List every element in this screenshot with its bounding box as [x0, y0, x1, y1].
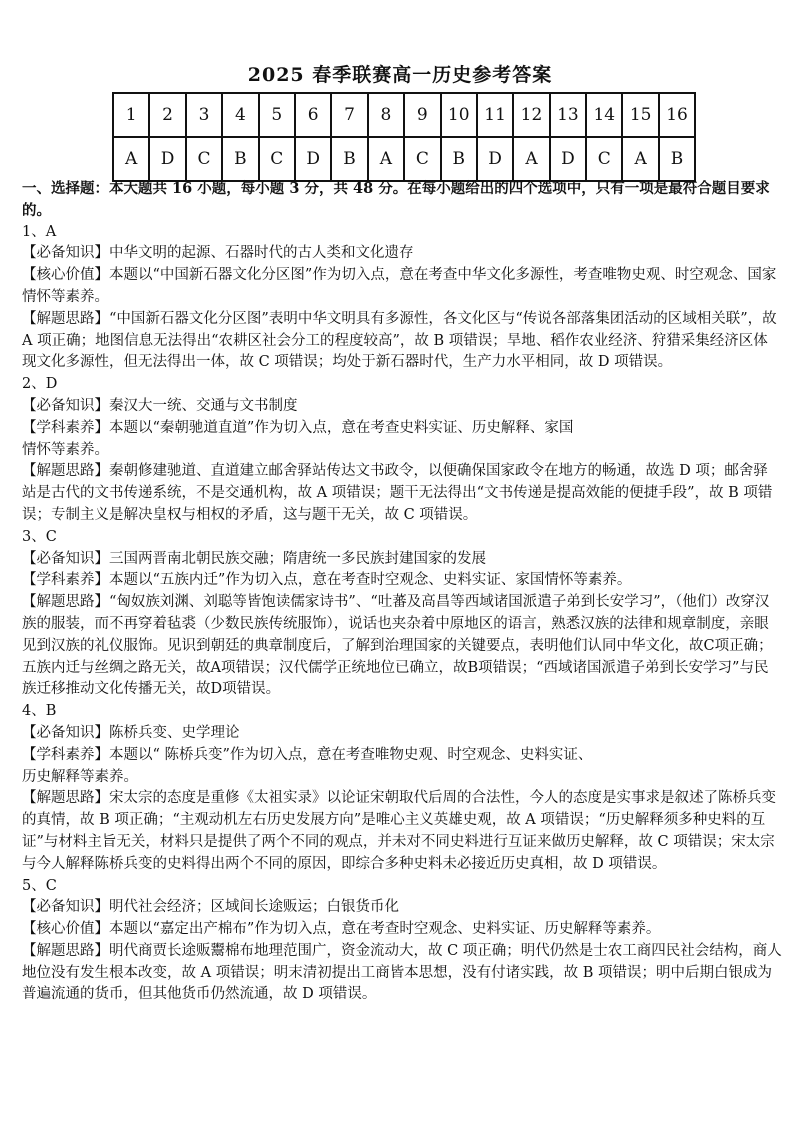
knowledge-line: 【必备知识】明代社会经济；区域间长途贩运；白银货币化	[22, 899, 399, 916]
question-number: 16	[659, 93, 695, 137]
literacy-line: 【学科素养】本题以“五族内迁”作为切入点，意在考查时空观念、史料实证、家国情怀等素养。	[22, 572, 632, 589]
answer-letter: B	[222, 137, 258, 181]
question-number: 15	[622, 93, 658, 137]
question-number: 1	[113, 93, 149, 137]
item-number: 1、A	[22, 223, 57, 240]
item-number: 5、C	[22, 877, 57, 894]
value-line: 【核心价值】本题以“嘉定出产棉布”作为切入点，意在考查时空观念、史料实证、历史解释等素养。	[22, 921, 661, 938]
item-4	[22, 701, 782, 875]
answer-letter: B	[659, 137, 695, 181]
question-number: 4	[222, 93, 258, 137]
answer-letter: D	[477, 137, 513, 181]
knowledge-line: 【必备知识】陈桥兵变、史学理论	[22, 724, 240, 741]
knowledge-line: 【必备知识】三国两晋南北朝民族交融；隋唐统一多民族封建国家的发展	[22, 550, 486, 567]
solution-line: 【解题思路】“中国新石器文化分区图”表明中华文明具有多源性，各文化区与“传说各部落集团活动的区域相关联”，故 A 项正确；地图信息无法得出“农耕区社会分工的程度较高”，故 B 项错误；旱地、稻作农业经济、狩猎采集经济区体现文化多源性，但无法得出一体，故 C 项错误；均处于新石器时代，生产力水平相同，故 D 项错误。	[22, 310, 777, 371]
question-number: 7	[331, 93, 367, 137]
answer-letter: D	[550, 137, 586, 181]
page-title: 2025 春季联赛高一历史参考答案	[247, 64, 553, 86]
item-number: 4、B	[22, 703, 57, 720]
answer-letter: C	[186, 137, 222, 181]
answer-letter: A	[513, 137, 549, 181]
question-number: 3	[186, 93, 222, 137]
item-5	[22, 876, 782, 1007]
item-number: 2、D	[22, 376, 58, 393]
knowledge-line: 【必备知识】秦汉大一统、交通与文书制度	[22, 397, 298, 414]
literacy-line-cont: 情怀等素养。	[22, 441, 109, 458]
answer-letter: A	[622, 137, 658, 181]
answer-letter: C	[586, 137, 622, 181]
literacy-line: 【学科素养】本题以“ 陈桥兵变”作为切入点，意在考查唯物史观、时空观念、史料实证、	[22, 746, 593, 763]
answer-letter: A	[368, 137, 404, 181]
solution-line: 【解题思路】“匈奴族刘渊、刘聪等皆饱读儒家诗书”、“吐蕃及高昌等西域诸国派遣子弟到长安学习”，（他们）改穿汉族的服装，而不再穿着毡裘（少数民族传统服饰），说话也夹杂着中原地区的语言，熟悉汉族的法律和规章制度，亲眼见到汉族的礼仪服饰。见识到朝廷的典章制度后，了解到治理国家的关键要点，表明他们认同中华文化，故C项正确；五族内迁与丝绸之路无关，故A项错误；汉代儒学正统地位已确立，故B项错误；“西域诸国派遣子弟到长安学习”与民族迁移推动文化传播无关，故D项错误。	[22, 594, 773, 698]
answer-letter: C	[404, 137, 440, 181]
solution-line: 【解题思路】明代商贾长途贩鬻棉布地理范围广，资金流动大，故 C 项正确；明代仍然是士农工商四民社会结构，商人地位没有发生根本改变，故 A 项错误；明末清初提出工商皆本思想，没有付诸实践，故 B 项错误；明中后期白银成为普遍流通的货币，但其他货币仍然流通，故 D 项错误。	[22, 942, 782, 1003]
answer-table-number-row	[113, 93, 695, 137]
question-number: 9	[404, 93, 440, 137]
answer-letter: D	[295, 137, 331, 181]
answer-letter: D	[149, 137, 185, 181]
literacy-line: 【学科素养】本题以“秦朝驰道直道”作为切入点，意在考查史料实证、历史解释、家国	[22, 419, 574, 436]
answer-letter: A	[113, 137, 149, 181]
item-1	[22, 222, 782, 375]
solution-line: 【解题思路】秦朝修建驰道、直道建立邮舍驿站传达文书政令，以便确保国家政令在地方的畅通，故选 D 项；邮舍驿站是古代的文书传递系统，不是交通机构，故 A 项错误；题干无法得出“文书传递是提高效能的便捷手段”，故 B 项错误；专制主义是解决皇权与相权的矛盾，这与题干无关，故 C 项错误。	[22, 463, 773, 523]
question-number: 2	[149, 93, 185, 137]
answer-letter: B	[441, 137, 477, 181]
literacy-line-cont: 历史解释等素养。	[22, 768, 138, 785]
value-line: 【核心价值】本题以“中国新石器文化分区图”作为切入点，意在考查中华文化多源性，考查唯物史观、时空观念、国家情怀等素养。	[22, 267, 777, 305]
question-number: 6	[295, 93, 331, 137]
answer-table-answer-row	[113, 137, 695, 181]
question-number: 8	[368, 93, 404, 137]
question-number: 10	[441, 93, 477, 137]
question-number: 13	[550, 93, 586, 137]
solution-line: 【解题思路】宋太宗的态度是重修《太祖实录》以论证宋朝取代后周的合法性，今人的态度是实事求是叙述了陈桥兵变的真情，故 B 项正确；“主观动机左右历史发展方向”是唯心主义英雄史观，故 A 项错误；“历史解释须多种史料的互证”与材料主旨无关，材料只是提供了两个不同的观点，并未对不同史料进行互证来做历史解释，故 C 项错误；宋太宗与今人解释陈桥兵变的史料得出两个不同的原因，即综合多种史料未必接近历史真相，故 D 项错误。	[22, 790, 776, 872]
question-number: 14	[586, 93, 622, 137]
answer-table	[112, 92, 696, 182]
section-heading: 一、选择题：本大题共 16 小题，每小题 3 分，共 48 分。在每小题给出的四个选项中，只有一项是最符合题目要求的。	[22, 180, 770, 219]
answer-letter: B	[331, 137, 367, 181]
knowledge-line: 【必备知识】中华文明的起源、石器时代的古人类和文化遗存	[22, 245, 414, 262]
question-number: 12	[513, 93, 549, 137]
item-2	[22, 374, 782, 527]
question-number: 5	[259, 93, 295, 137]
answer-explanations	[22, 178, 782, 1006]
item-number: 3、C	[22, 528, 57, 545]
item-3	[22, 527, 782, 701]
answer-letter: C	[259, 137, 295, 181]
question-number: 11	[477, 93, 513, 137]
